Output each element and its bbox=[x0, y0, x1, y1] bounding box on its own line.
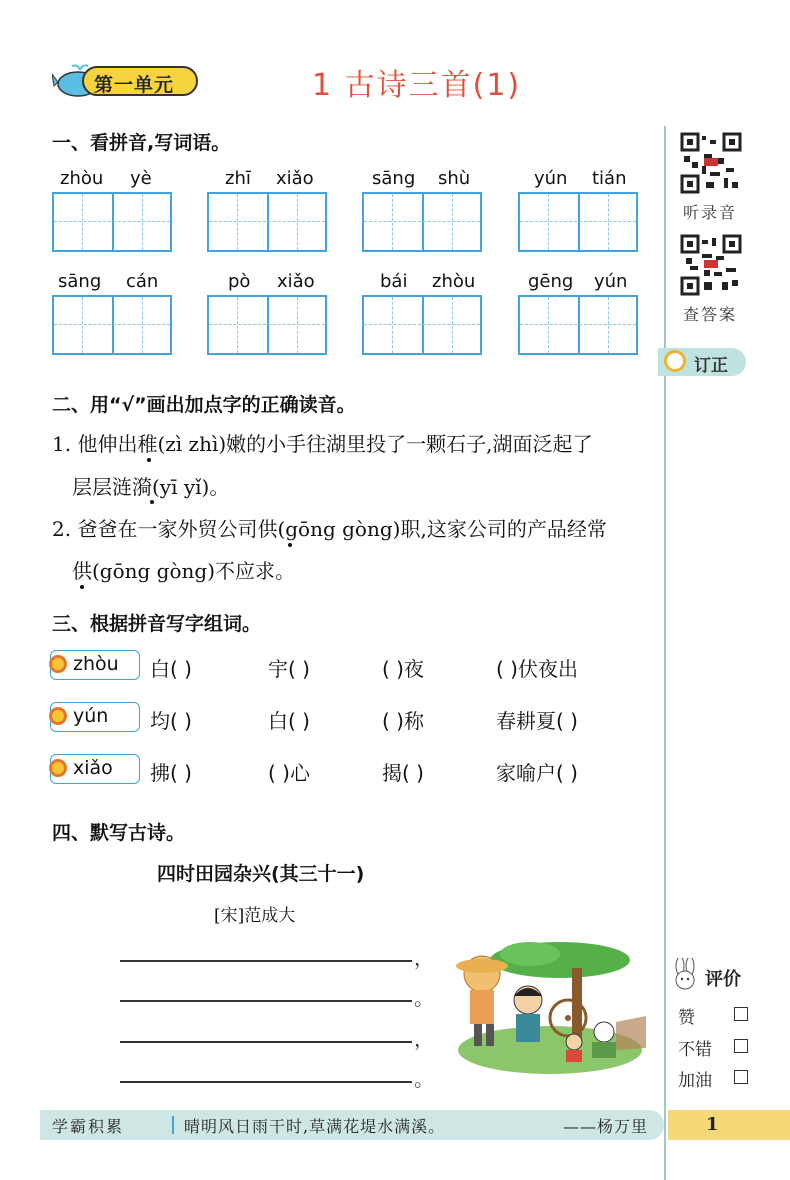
line-punctuation: 。 bbox=[414, 1067, 434, 1091]
magnifier-icon bbox=[664, 350, 686, 372]
pinyin-tag bbox=[50, 702, 140, 732]
question-1-line-2: 层层涟漪(yī yǐ)。 bbox=[72, 475, 230, 499]
right-divider bbox=[664, 126, 666, 1180]
pinyin: zhòu bbox=[60, 168, 104, 189]
evaluation-checkbox[interactable] bbox=[734, 1007, 748, 1021]
question-2-line-1: 2. 爸爸在一家外贸公司供(gōng gòng)职,这家公司的产品经常 bbox=[52, 517, 607, 541]
pinyin: xiǎo bbox=[276, 168, 314, 189]
qr-code-listen-icon[interactable] bbox=[680, 132, 742, 194]
unit-badge bbox=[52, 62, 198, 98]
pinyin: zhòu bbox=[432, 271, 476, 292]
pinyin: yún bbox=[73, 705, 109, 727]
correction-label: 订正 bbox=[694, 356, 728, 376]
fill-blank[interactable]: 春耕夏( ) bbox=[496, 709, 578, 733]
correction-tab[interactable] bbox=[658, 348, 746, 376]
fill-blank[interactable]: ( )称 bbox=[382, 709, 424, 733]
writing-line[interactable] bbox=[120, 960, 412, 962]
evaluation-checkbox[interactable] bbox=[734, 1070, 748, 1084]
emphasis-dot bbox=[288, 543, 292, 547]
writing-line[interactable] bbox=[120, 1041, 412, 1043]
evaluation-label: 加油 bbox=[678, 1071, 712, 1091]
emphasis-dot bbox=[147, 458, 151, 462]
writing-grid[interactable] bbox=[518, 192, 638, 252]
footer-attribution: ——杨万里 bbox=[562, 1117, 648, 1136]
evaluation-label: 赞 bbox=[678, 1008, 695, 1028]
fill-blank[interactable]: 拂( ) bbox=[150, 761, 192, 785]
flower-icon bbox=[49, 655, 67, 673]
fill-blank[interactable]: 揭( ) bbox=[382, 761, 424, 785]
fill-blank[interactable]: 均( ) bbox=[150, 709, 192, 733]
page-number-tab bbox=[668, 1110, 790, 1140]
evaluation-title: 评价 bbox=[705, 969, 741, 990]
pinyin: xiǎo bbox=[277, 271, 315, 292]
qr-code-answers-icon[interactable] bbox=[680, 234, 742, 296]
pinyin: gēng bbox=[528, 271, 574, 292]
pinyin: pò bbox=[228, 271, 251, 292]
listen-label: 听录音 bbox=[683, 203, 738, 222]
pinyin: yún bbox=[534, 168, 568, 189]
writing-grid[interactable] bbox=[52, 295, 172, 355]
emphasis-dot bbox=[150, 500, 154, 504]
pinyin: zhòu bbox=[73, 653, 119, 675]
line-punctuation: ， bbox=[414, 946, 434, 970]
pinyin: zhī bbox=[225, 168, 251, 189]
pinyin: yè bbox=[130, 168, 152, 189]
section2-heading: 二、用“√”画出加点字的正确读音。 bbox=[52, 394, 356, 416]
pinyin: shù bbox=[438, 168, 471, 189]
answers-label: 查答案 bbox=[683, 305, 738, 324]
fill-blank[interactable]: ( )心 bbox=[268, 761, 310, 785]
emphasis-dot bbox=[80, 585, 84, 589]
farm-scene-illustration bbox=[440, 938, 646, 1078]
fill-blank[interactable]: 白( ) bbox=[268, 709, 310, 733]
question-1-line-1: 1. 他伸出稚(zì zhì)嫩的小手往湖里投了一颗石子,湖面泛起了 bbox=[52, 432, 593, 456]
fill-blank[interactable]: 宇( ) bbox=[268, 657, 310, 681]
writing-line[interactable] bbox=[120, 1000, 412, 1002]
writing-line[interactable] bbox=[120, 1081, 412, 1083]
footer-separator bbox=[172, 1116, 174, 1134]
footer-quote: 晴明风日雨干时,草满花堤水满溪。 bbox=[184, 1117, 446, 1136]
poem-author: [宋]范成大 bbox=[214, 906, 296, 926]
fill-blank[interactable]: ( )伏夜出 bbox=[496, 657, 578, 681]
line-punctuation: ， bbox=[414, 1027, 434, 1051]
writing-grid[interactable] bbox=[362, 192, 482, 252]
poem-title: 四时田园杂兴(其三十一) bbox=[157, 863, 365, 885]
writing-grid[interactable] bbox=[207, 192, 327, 252]
flower-icon bbox=[49, 759, 67, 777]
footer-label: 学霸积累 bbox=[52, 1117, 125, 1136]
rabbit-icon bbox=[670, 958, 700, 990]
pinyin-tag bbox=[50, 754, 140, 784]
pinyin: yún bbox=[594, 271, 628, 292]
pinyin: bái bbox=[380, 271, 408, 292]
section3-heading: 三、根据拼音写字组词。 bbox=[52, 613, 262, 635]
pinyin: sāng bbox=[372, 168, 416, 189]
fill-blank[interactable]: 白( ) bbox=[150, 657, 192, 681]
writing-grid[interactable] bbox=[518, 295, 638, 355]
evaluation-label: 不错 bbox=[678, 1040, 712, 1060]
footer-band bbox=[40, 1110, 664, 1140]
section1-heading: 一、看拼音,写词语。 bbox=[52, 132, 231, 154]
lesson-title: 1 古诗三首(1) bbox=[312, 68, 522, 103]
pinyin-tag bbox=[50, 650, 140, 680]
section4-heading: 四、默写古诗。 bbox=[52, 822, 186, 844]
pinyin: xiǎo bbox=[73, 757, 113, 779]
page-number: 1 bbox=[706, 1114, 719, 1135]
pinyin: sāng bbox=[58, 271, 102, 292]
flower-icon bbox=[49, 707, 67, 725]
fill-blank[interactable]: ( )夜 bbox=[382, 657, 424, 681]
question-2-line-2: 供(gōng gòng)不应求。 bbox=[72, 559, 296, 583]
fill-blank[interactable]: 家喻户( ) bbox=[496, 761, 578, 785]
unit-badge-label: 第一单元 bbox=[94, 74, 175, 96]
writing-grid[interactable] bbox=[362, 295, 482, 355]
writing-grid[interactable] bbox=[52, 192, 172, 252]
pinyin: tián bbox=[592, 168, 627, 189]
pinyin: cán bbox=[126, 271, 159, 292]
line-punctuation: 。 bbox=[414, 986, 434, 1010]
writing-grid[interactable] bbox=[207, 295, 327, 355]
evaluation-checkbox[interactable] bbox=[734, 1039, 748, 1053]
